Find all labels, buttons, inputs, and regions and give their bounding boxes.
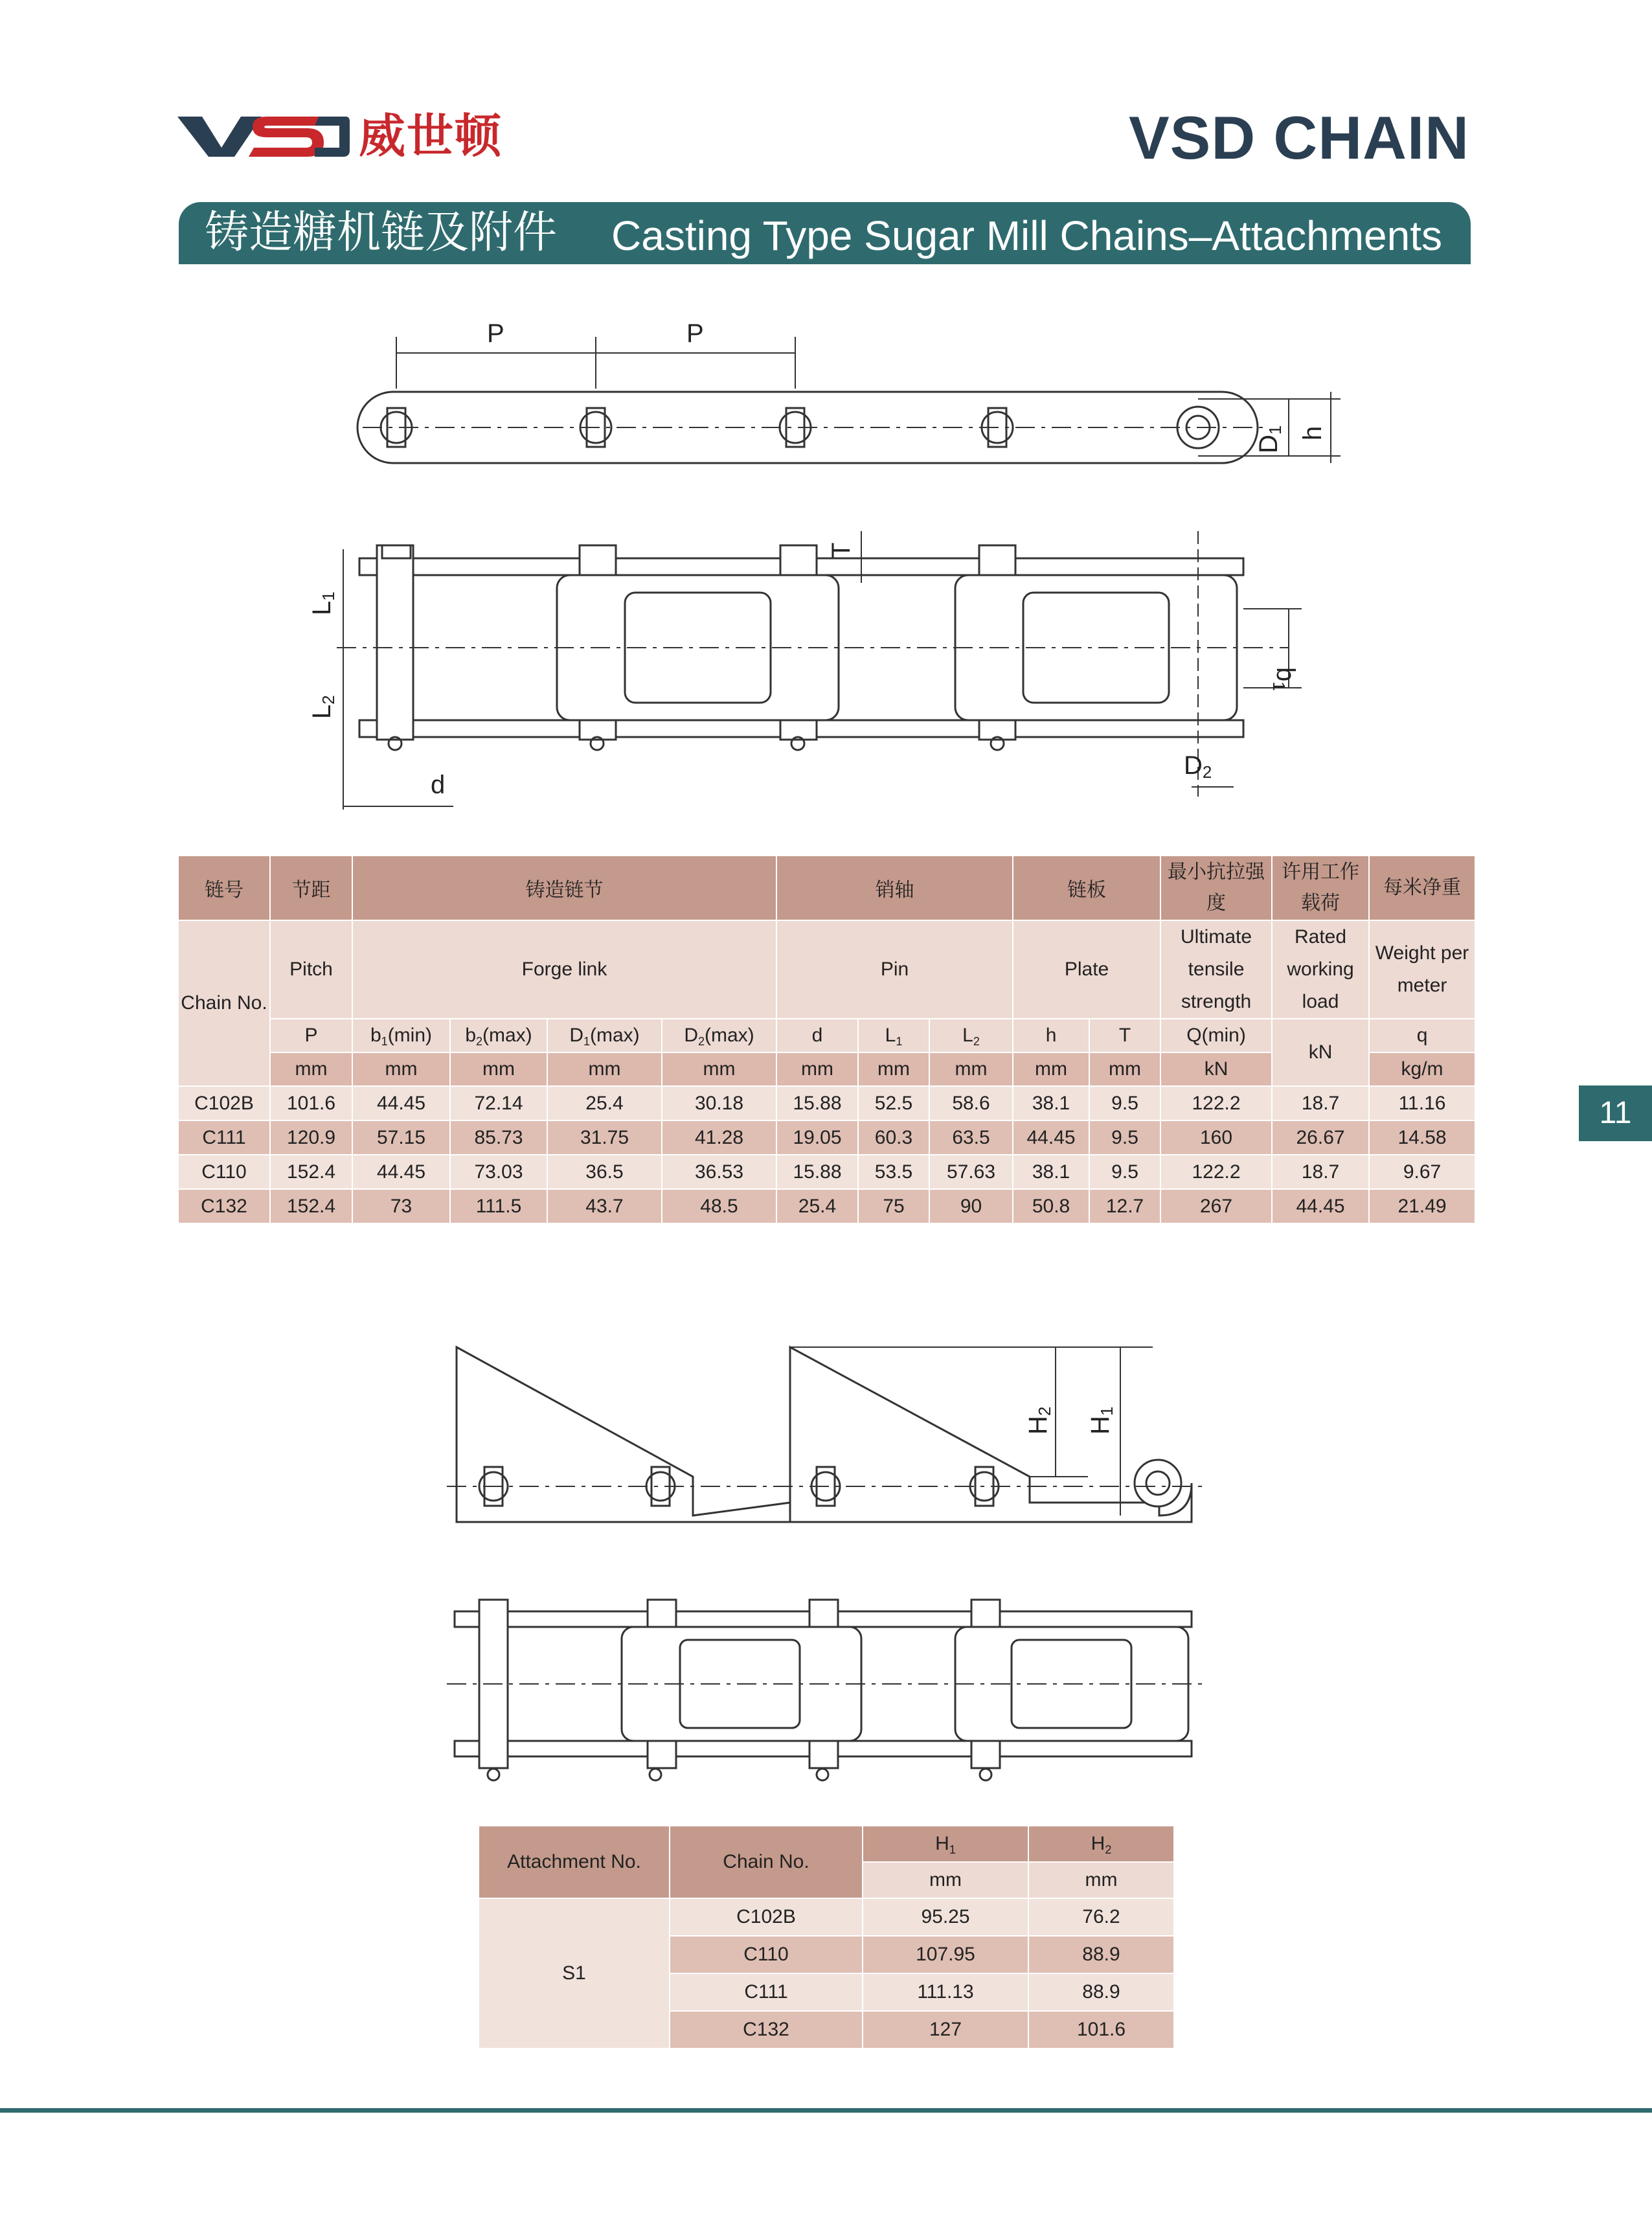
unit-cell: kN [1160,1052,1272,1086]
th-h2-unit: mm [1028,1862,1174,1898]
table-cell: C110 [178,1155,270,1189]
th-pin-cn: 销轴 [776,856,1013,920]
label-l1: L1 [308,591,338,615]
unit-cell: mm [352,1052,450,1086]
unit-load: kN [1272,1019,1369,1086]
table-cell: 44.45 [352,1086,450,1120]
table-cell: C111 [178,1120,270,1155]
table-cell: C102B [178,1086,270,1120]
table-cell: 36.5 [547,1155,662,1189]
table-row [178,1086,1475,1120]
table-cell: 50.8 [1013,1189,1089,1223]
th-chain-no-cn: 链号 [178,856,270,920]
table-cell: 14.58 [1369,1120,1475,1155]
label-d: d [431,771,446,799]
section-title-cn: 铸造糖机链及附件 [205,207,558,258]
th-weight-cn: 每米净重 [1369,856,1475,920]
table-cell: 111.5 [450,1189,547,1223]
table-cell: 18.7 [1272,1086,1369,1120]
table-cell: 52.5 [858,1086,929,1120]
table-cell: 57.63 [929,1155,1013,1189]
table-cell: 85.73 [450,1120,547,1155]
table-cell: C102B [670,1898,863,1936]
attachment-table-body [479,1898,1174,2049]
table-cell: 101.6 [270,1086,352,1120]
table-row [178,1155,1475,1189]
table-cell: 122.2 [1160,1155,1272,1189]
table-cell: 19.05 [776,1120,858,1155]
label-p1: P [487,319,504,348]
table-cell: 120.9 [270,1120,352,1155]
sym-l2: $L_2$ [929,1019,1013,1052]
table-cell: 43.7 [547,1189,662,1223]
th-pitch-cn: 节距 [270,856,352,920]
label-h2: H2 [1024,1406,1054,1435]
table-cell: 9.67 [1369,1155,1475,1189]
table-cell: 75 [858,1189,929,1223]
table-cell: 60.3 [858,1120,929,1155]
table-row [178,1120,1475,1155]
unit-cell: mm [662,1052,776,1086]
table-cell: 88.9 [1028,1973,1174,2011]
table-cell: 48.5 [662,1189,776,1223]
table-cell: 15.88 [776,1155,858,1189]
th-weight-en: Weight per meter [1369,920,1475,1019]
table-cell: 73 [352,1189,450,1223]
sym-p: P [270,1019,352,1052]
label-h: h [1298,426,1327,440]
table-cell: 31.75 [547,1120,662,1155]
page-number-tab: 11 [1579,1085,1652,1141]
specification-table [177,855,1476,1224]
table-cell: 44.45 [1013,1120,1089,1155]
table-cell: 57.15 [352,1120,450,1155]
table-cell: 11.16 [1369,1086,1475,1120]
table-cell: C111 [670,1973,863,2011]
label-d1: D1 [1254,425,1285,453]
table-cell: 38.1 [1013,1086,1089,1120]
table-cell: 160 [1160,1120,1272,1155]
th-h1: $H_1$ [863,1826,1028,1862]
table-cell: 21.49 [1369,1189,1475,1223]
th-forge-link-en: Forge link [352,920,776,1019]
unit-cell: mm [1013,1052,1089,1086]
unit-cell: mm [776,1052,858,1086]
th-pin-en: Pin [776,920,1013,1019]
th-plate-cn: 链板 [1013,856,1160,920]
unit-cell: kg/m [1369,1052,1475,1086]
attachment-no-cell: S1 [479,1898,670,2049]
attachment-side-view [457,1347,1192,1522]
table-row [479,1898,1174,1936]
table-cell: 101.6 [1028,2011,1174,2049]
table-row [178,1189,1475,1223]
th-h2: $H_2$ [1028,1826,1174,1862]
sym-b2: $b_2(\max)$ [450,1019,547,1052]
brand-title: VSD CHAIN [1128,104,1469,172]
attachment-technical-drawing [0,1321,1652,1800]
label-p2: P [686,319,704,348]
label-h1: H1 [1086,1406,1116,1435]
table-cell: 58.6 [929,1086,1013,1120]
sym-q-min: Q(min) [1160,1019,1272,1052]
sym-l1: $L_1$ [858,1019,929,1052]
table-cell: 72.14 [450,1086,547,1120]
label-l2: L2 [308,695,338,719]
table-cell: C110 [670,1936,863,1973]
sym-t: T [1089,1019,1160,1052]
th-load-cn: 许用工作载荷 [1272,856,1369,920]
table-cell: 30.18 [662,1086,776,1120]
table-cell: 15.88 [776,1086,858,1120]
th-pitch-en: Pitch [270,920,352,1019]
unit-cell: mm [547,1052,662,1086]
unit-cell: mm [1089,1052,1160,1086]
table-cell: 38.1 [1013,1155,1089,1189]
sym-b1: $b_1(\min)$ [352,1019,450,1052]
attachment-plan-view [455,1600,1192,1780]
sym-d: d [776,1019,858,1052]
table-cell: 127 [863,2011,1028,2049]
table-cell: 9.5 [1089,1155,1160,1189]
unit-cell: mm [270,1052,352,1086]
table-cell: 36.53 [662,1155,776,1189]
th-load-en: Rated working load [1272,920,1369,1019]
th-plate-en: Plate [1013,920,1160,1019]
table-cell: 9.5 [1089,1086,1160,1120]
sym-h: h [1013,1019,1089,1052]
table-cell: 122.2 [1160,1086,1272,1120]
table-cell: 9.5 [1089,1120,1160,1155]
sym-d1: $D_1(\max)$ [547,1019,662,1052]
table-cell: 44.45 [1272,1189,1369,1223]
table-cell: 18.7 [1272,1155,1369,1189]
th-uts-cn: 最小抗拉强度 [1160,856,1272,920]
unit-cell: mm [858,1052,929,1086]
chain-technical-drawing [0,0,1652,842]
table-cell: 111.13 [863,1973,1028,2011]
table-cell: 95.25 [863,1898,1028,1936]
table-cell: C132 [670,2011,863,2049]
table-cell: 26.67 [1272,1120,1369,1155]
table-cell: 12.7 [1089,1189,1160,1223]
table-cell: 152.4 [270,1155,352,1189]
table-cell: 25.4 [547,1086,662,1120]
table-cell: 267 [1160,1189,1272,1223]
th-attachment-no: Attachment No. [479,1826,670,1898]
unit-cell: mm [929,1052,1013,1086]
table-cell: 63.5 [929,1120,1013,1155]
table-cell: C132 [178,1189,270,1223]
th-chain-no-en: Chain No. [178,920,270,1086]
th-h1-unit: mm [863,1862,1028,1898]
table-cell: 107.95 [863,1936,1028,1973]
sym-q: q [1369,1019,1475,1052]
label-t: T [827,542,855,558]
th-uts-en: Ultimate tensile strength [1160,920,1272,1019]
unit-cell: mm [450,1052,547,1086]
brand-name-cn: 威世顿 [359,109,503,163]
table-cell: 73.03 [450,1155,547,1189]
table-cell: 41.28 [662,1120,776,1155]
table-cell: 90 [929,1189,1013,1223]
spec-table-body [178,1086,1475,1223]
table-cell: 152.4 [270,1189,352,1223]
sym-d2: $D_2(\max)$ [662,1019,776,1052]
attachment-table [478,1825,1175,2049]
table-cell: 76.2 [1028,1898,1174,1936]
table-cell: 25.4 [776,1189,858,1223]
label-d2: D2 [1184,751,1212,782]
table-cell: 88.9 [1028,1936,1174,1973]
table-cell: 53.5 [858,1155,929,1189]
section-title-en: Casting Type Sugar Mill Chains–Attachments [611,212,1442,259]
th-att-chain-no: Chain No. [670,1826,863,1898]
label-b1: b1 [1269,667,1300,691]
table-cell: 44.45 [352,1155,450,1189]
footer-rule [0,2108,1652,2113]
th-forge-link-cn: 铸造链节 [352,856,776,920]
